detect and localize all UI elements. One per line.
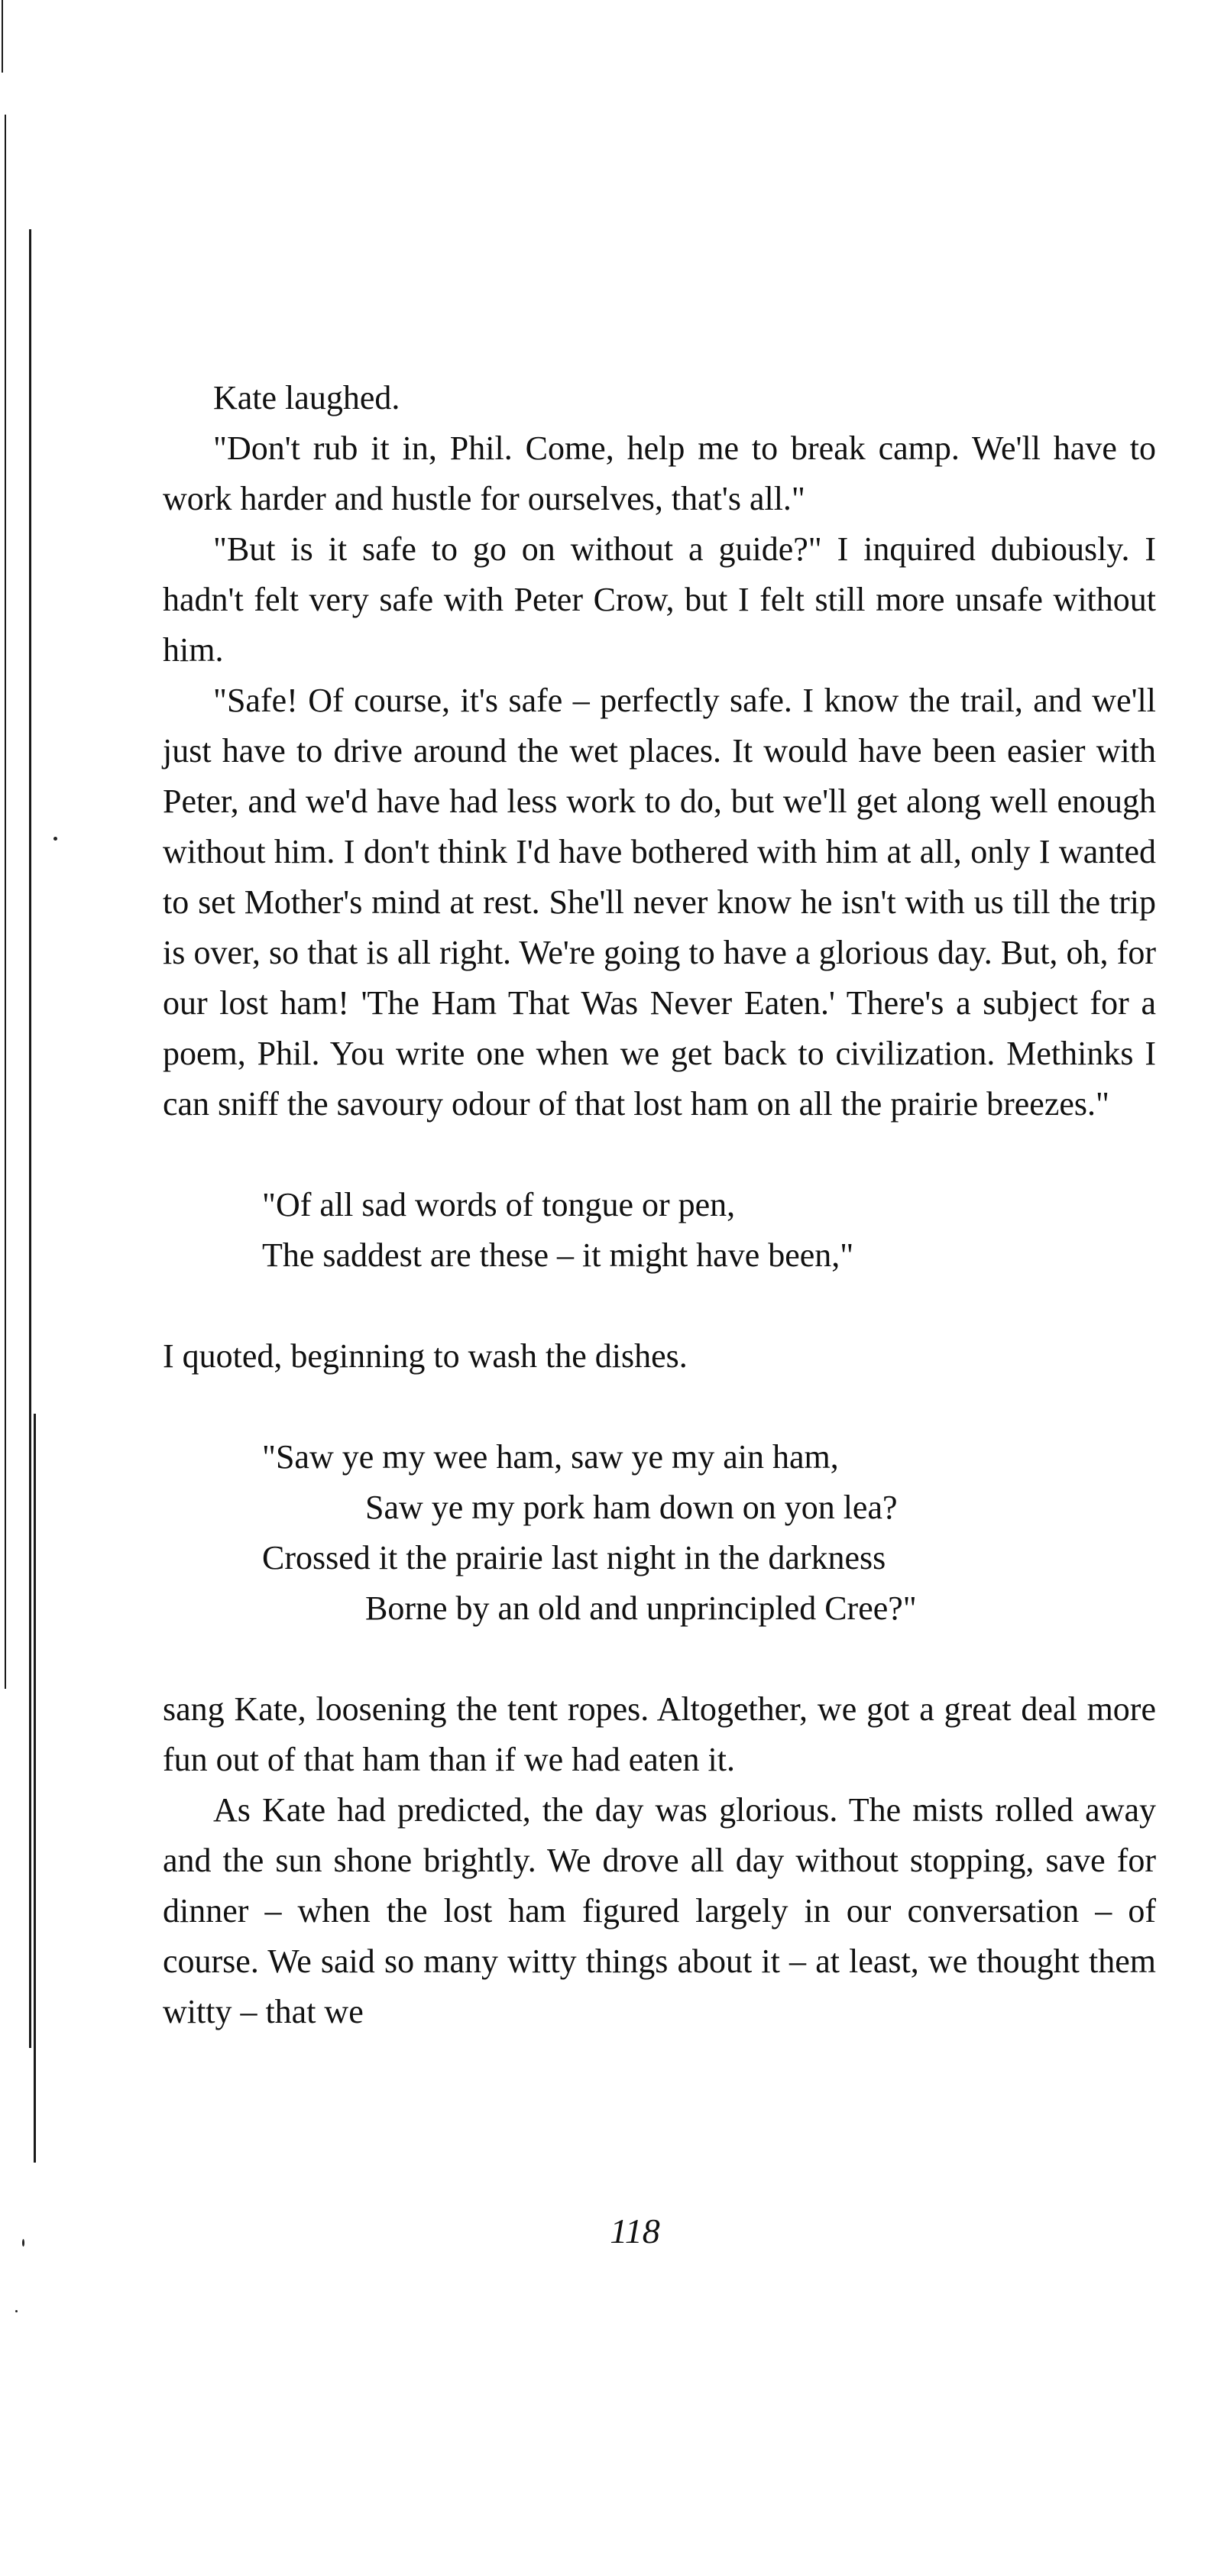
verse-line: Crossed it the prairie last night in the darkness xyxy=(262,1539,886,1576)
stanza-gap xyxy=(163,1634,1156,1684)
paragraph: Kate laughed. xyxy=(213,379,400,416)
paragraph: "But is it safe to go on without a guide?" I inquired dubiously. I hadn't felt very safe with Peter Crow, but I felt still more unsafe without him. xyxy=(163,530,1156,669)
binding-edge-line xyxy=(29,229,31,2048)
verse-quote-1 xyxy=(163,1180,1156,1281)
verse-line: Saw ye my pork ham down on yon lea? xyxy=(365,1489,898,1526)
verse-line: "Of all sad words of tongue or pen, xyxy=(262,1186,736,1223)
scan-speck xyxy=(15,2310,18,2312)
binding-edge-line xyxy=(2,0,3,73)
binding-edge-line xyxy=(5,115,6,1689)
paragraph: "Don't rub it in, Phil. Come, help me to break camp. We'll have to work harder and hustle for ourselves, that's all." xyxy=(163,429,1156,517)
paragraph: "Safe! Of course, it's safe – perfectly safe. I know the trail, and we'll just have to drive around the wet places. It would have been easier with Peter, and we'd have had less work to do, but we'll get along well enough without him. I don't think I'd have bothered with him at all, only I wanted to set Mother's mind at rest. She'll never know he isn't with us till the trip is over, so that is all right. We're going to have a glorious day. But, oh, for our lost ham! 'The Ham That Was Never Eaten.' There's a subject for a poem, Phil. You write one when we get back to civilization. Methinks I can sniff the savoury odour of that lost ham on all the prairie breezes." xyxy=(163,682,1156,1123)
binding-edge-line xyxy=(34,1414,36,2163)
page-number: 118 xyxy=(610,2211,660,2250)
paragraph: I quoted, beginning to wash the dishes. xyxy=(163,1337,688,1375)
scan-speck xyxy=(53,837,57,841)
stanza-gap xyxy=(163,1382,1156,1432)
page-body xyxy=(163,373,1156,2037)
stanza-gap xyxy=(163,1281,1156,1331)
stanza-gap xyxy=(163,1129,1156,1180)
paragraph: sang Kate, loosening the tent ropes. Altogether, we got a great deal more fun out of that ham than if we had eaten it. xyxy=(163,1690,1156,1778)
verse-line: The saddest are these – it might have been," xyxy=(262,1236,854,1274)
verse-line: Borne by an old and unprincipled Cree?" xyxy=(365,1589,917,1627)
verse-quote-2 xyxy=(163,1432,1156,1634)
verse-line: "Saw ye my wee ham, saw ye my ain ham, xyxy=(262,1438,839,1476)
paragraph: As Kate had predicted, the day was glorious. The mists rolled away and the sun shone brightly. We drove all day without stopping, save for dinner – when the lost ham figured largely in our conversation – of course. We said so many witty things about it – at least, we thought them witty – that we xyxy=(163,1791,1156,2030)
